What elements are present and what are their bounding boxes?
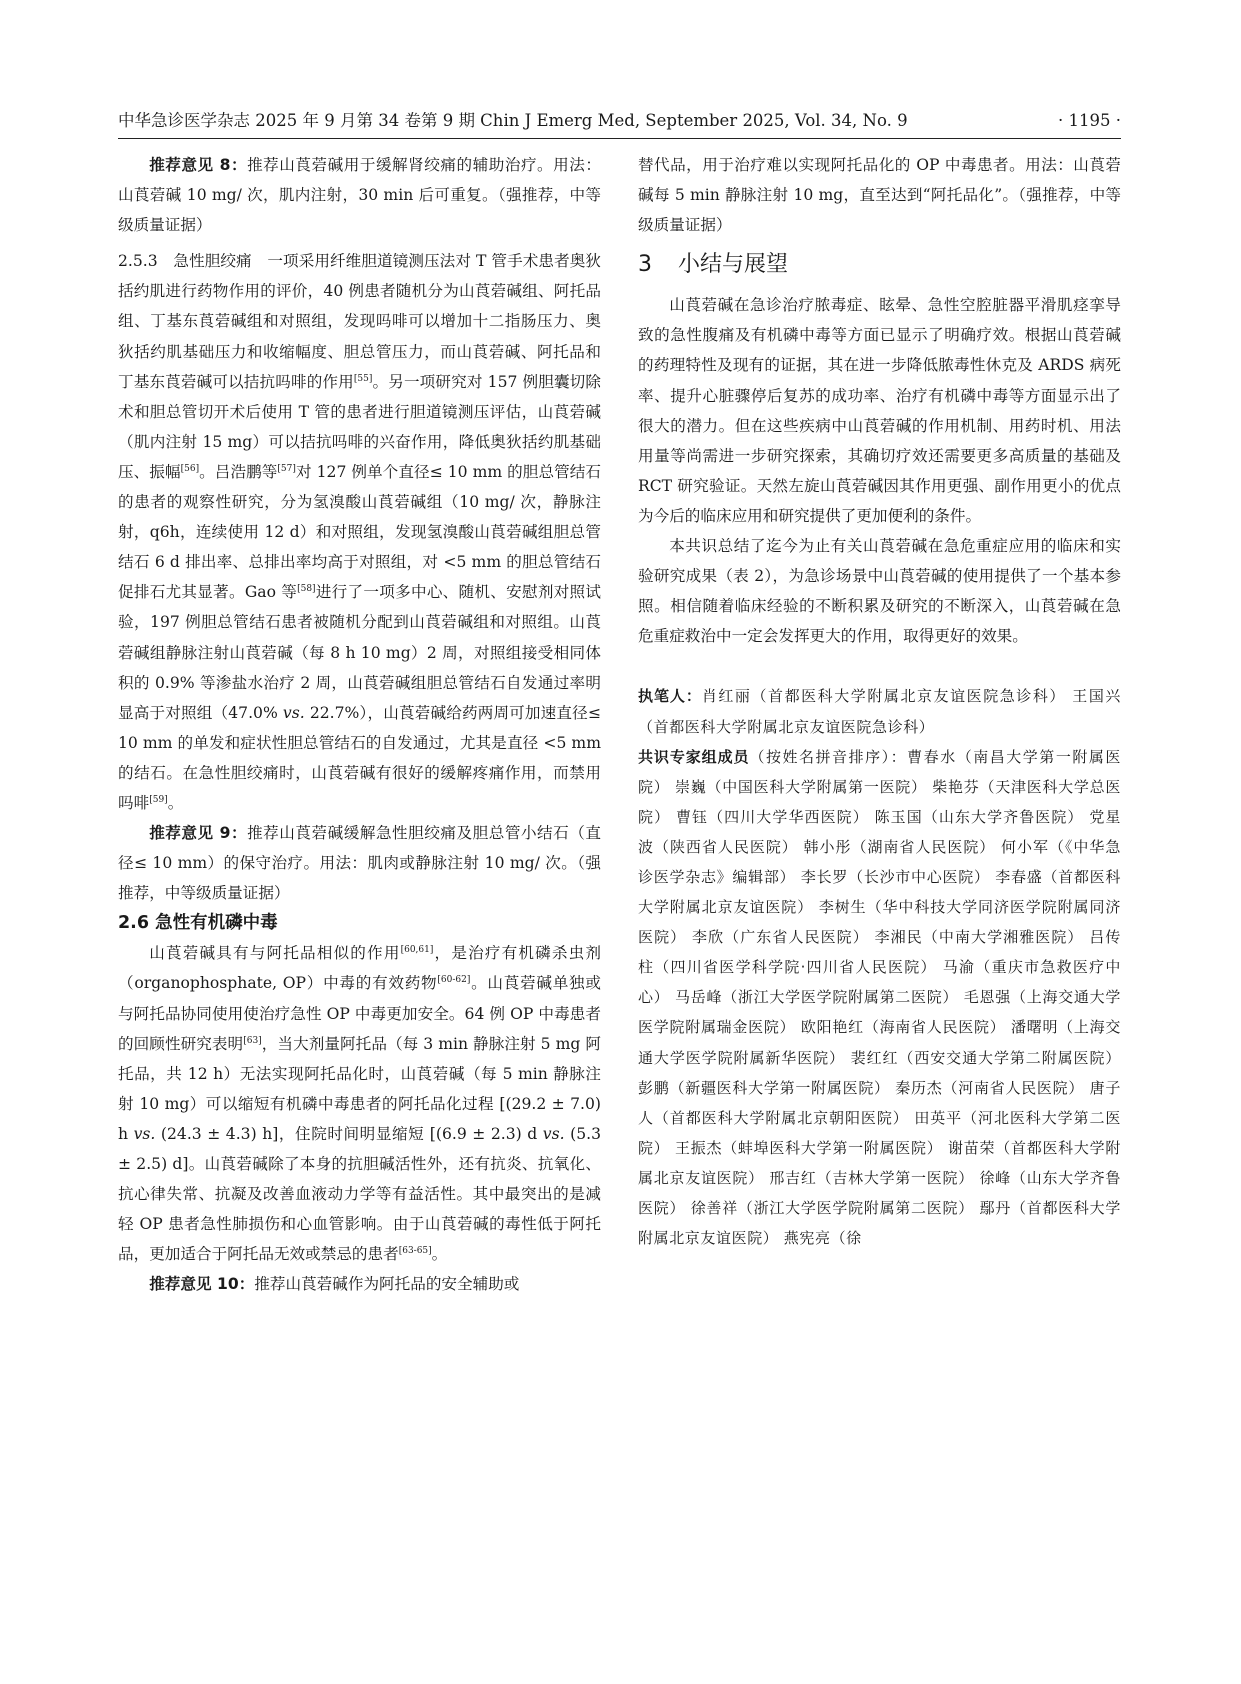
section-3-title: 小结与展望: [678, 252, 789, 278]
citation: [63]: [243, 1035, 262, 1046]
citation: [58]: [297, 584, 316, 595]
recommendation-10-label: 推荐意见 10：: [149, 1275, 255, 1294]
writers: [638, 681, 1121, 741]
citation: [60-62]: [437, 975, 471, 986]
section-2-6-heading: 2.6 急性有机磷中毒: [118, 913, 278, 934]
citation: [63-65]: [398, 1246, 432, 1257]
spacer: [638, 651, 1121, 681]
recommendation-9-text: 推荐山莨菪碱缓解急性胆绞痛及胆总管小结石（直径≤ 10 mm）的保守治疗。用法：肌肉或静脉注射 10 mg/ 次。（强推荐，中等级质量证据）: [118, 824, 601, 903]
recommendation-10: [118, 1269, 601, 1299]
recommendation-10-continued: 替代品，用于治疗难以实现阿托品化的 OP 中毒患者。用法：山莨菪碱每 5 min 静脉注射 10 mg，直至达到“阿托品化”。（强推荐，中等级质量证据）: [638, 156, 1121, 235]
section-3-number: 3: [638, 252, 652, 278]
recommendation-9: [118, 818, 601, 908]
citation: [56]: [180, 463, 200, 474]
page-number: · 1195 ·: [1058, 111, 1121, 130]
recommendation-8: [118, 150, 601, 240]
journal-citation: 中华急诊医学杂志 2025 年 9 月第 34 卷第 9 期 Chin J Emerg Med, September 2025, Vol. 34, No. 9: [118, 111, 908, 130]
citation: [57]: [277, 463, 296, 474]
section-2-5-3-paragraph: 2.5.3 急性胆绞痛 一项采用纤维胆道镜测压法对 T 管手术患者奥狄括约肌进行药物作用的评价，40 例患者随机分为山莨菪碱组、阿托品组、丁基东莨菪碱组和对照组，发现吗啡可以增加十二指肠压力、奥狄括约肌基础压力和收缩幅度、胆总管压力，而山莨菪碱、阿托品和丁基东莨菪碱可以拮抗吗啡的作用[55]。另一项研究对 157 例胆囊切除术和胆总管切开术后使用 T 管的患者进行胆道镜测压评估，山莨菪碱（肌内注射 15 mg）可以拮抗吗啡的兴奋作用，降低奥狄括约肌基础压、振幅[56]。吕浩鹏等[57]对 127 例单个直径≤ 10 mm 的胆总管结石的患者的观察性研究，分为氢溴酸山莨菪碱组（10 mg/ 次，静脉注射，q6h，连续使用 12 d）和对照组，发现氢溴酸山莨菪碱组胆总管结石 6 d 排出率、总排出率均高于对照组，对 <5 mm 的胆总管结石促排石尤其显著。Gao 等[58]进行了一项多中心、随机、安慰剂对照试验，197 例胆总管结石患者被随机分配到山莨菪碱组和对照组。山莨菪碱组静脉注射山莨菪碱（每 8 h 10 mg）2 周，对照组接受相同体积的 0.9% 等渗盐水治疗 2 周，山莨菪碱组胆总管结石自发通过率明显高于对照组（47.0% vs. 22.7%），山莨菪碱给药两周可加速直径≤ 10 mm 的单发和症状性胆总管结石的自发通过，尤其是直径 <5 mm 的结石。在急性胆绞痛时，山莨菪碱有很好的缓解疼痛作用，而禁用吗啡[59]。: [118, 252, 601, 812]
section-2-6-paragraph: 山莨菪碱具有与阿托品相似的作用[60,61]，是治疗有机磷杀虫剂（organophosphate, OP）中毒的有效药物[60-62]。山莨菪碱单独或与阿托品协同使用使治疗急性 OP 中毒更加安全。64 例 OP 中毒患者的回顾性研究表明[63]，当大剂量阿托品（每 3 min 静脉注射 5 mg 阿托品，共 12 h）无法实现阿托品化时，山莨菪碱（每 5 min 静脉注射 10 mg）可以缩短有机磷中毒患者的阿托品化过程 [(29.2 ± 7.0) h vs. (24.3 ± 4.3) h]，住院时间明显缩短 [(6.9 ± 2.3) d vs. (5.3 ± 2.5) d]。山莨菪碱除了本身的抗胆碱活性外，还有抗炎、抗氧化、抗心律失常、抗凝及改善血液动力学等有益活性。其中最突出的是减轻 OP 患者急性肺损伤和心血管影响。由于山莨菪碱的毒性低于阿托品，更加适合于阿托品无效或禁忌的患者[63-65]。: [118, 944, 601, 1264]
summary-paragraph-1: 山莨菪碱在急诊治疗脓毒症、眩晕、急性空腔脏器平滑肌痉挛导致的急性腹痛及有机磷中毒等方面已显示了明确疗效。根据山莨菪碱的药理特性及现有的证据，其在进一步降低脓毒性休克及 ARDS 病死率、提升心脏骤停后复苏的成功率、治疗有机磷中毒等方面显示出了很大的潜力。但在这些疾病中山莨菪碱的作用机制、用药时机、用法用量等尚需进一步研究探索，其确切疗效还需要更多高质量的基础及 RCT 研究验证。天然左旋山莨菪碱因其作用更强、副作用更小的优点为今后的临床应用和研究提供了更加便利的条件。: [638, 296, 1121, 525]
recommendation-10-text: 推荐山莨菪碱作为阿托品的安全辅助或: [254, 1275, 520, 1294]
recommendation-9-label: 推荐意见 9：: [149, 824, 248, 843]
recommendation-8-text: 推荐山莨菪碱用于缓解肾绞痛的辅助治疗。用法：山莨菪碱 10 mg/ 次，肌内注射，30 min 后可重复。（强推荐，中等级质量证据）: [118, 156, 601, 235]
right-column: [638, 150, 1121, 1253]
summary-paragraph-2: 本共识总结了迄今为止有关山莨菪碱在急危重症应用的临床和实验研究成果（表 2），为急诊场景中山莨菪碱的使用提供了一个基本参照。相信随着临床经验的不断积累及研究的不断深入，山莨菪碱在急危重症救治中一定会发挥更大的作用，取得更好的效果。: [638, 537, 1121, 646]
left-column: [118, 150, 601, 1299]
expert-panel-label: 共识专家组成员: [638, 747, 750, 766]
expert-panel-text: （按姓名拼音排序）：曹春水（南昌大学第一附属医院） 崇巍（中国医科大学附属第一医院） 柴艳芬（天津医科大学总医院） 曹钰（四川大学华西医院） 陈玉国（山东大学齐鲁医院） 党星波（陕西省人民医院） 韩小彤（湖南省人民医院） 何小军（《中华急诊医学杂志》编辑部） 李长罗（长沙市中心医院） 李春盛（首都医科大学附属北京友谊医院） 李树生（华中科技大学同济医学院附属同济医院） 李欣（广东省人民医院） 李湘民（中南大学湘雅医院） 吕传柱（四川省医学科学院·四川省人民医院） 马渝（重庆市急救医疗中心） 马岳峰（浙江大学医学院附属第二医院） 毛恩强（上海交通大学医学院附属瑞金医院） 欧阳艳红（海南省人民医院） 潘曙明（上海交通大学医学院附属新华医院） 裴红红（西安交通大学第二附属医院） 彭鹏（新疆医科大学第一附属医院） 秦历杰（河南省人民医院） 唐子人（首都医科大学附属北京朝阳医院） 田英平（河北医科大学第二医院） 王振杰（蚌埠医科大学第一附属医院） 谢苗荣（首都医科大学附属北京友谊医院） 邢吉红（吉林大学第一医院） 徐峰（山东大学齐鲁医院） 徐善祥（浙江大学医学院附属第二医院） 鄢丹（首都医科大学附属北京友谊医院） 燕宪亮（徐: [638, 747, 1121, 1248]
section-3-heading: [638, 248, 1121, 282]
writers-label: 执笔人：: [638, 687, 702, 706]
recommendation-8-label: 推荐意见 8：: [149, 156, 248, 174]
writers-text: 肖红丽（首都医科大学附属北京友谊医院急诊科） 王国兴（首都医科大学附属北京友谊医院急诊科）: [638, 687, 1121, 736]
expert-panel: [638, 742, 1121, 1254]
citation: [55]: [353, 373, 373, 384]
citation: [60,61]: [400, 945, 434, 956]
citation: [59]: [149, 794, 168, 805]
running-header: [118, 108, 1121, 139]
